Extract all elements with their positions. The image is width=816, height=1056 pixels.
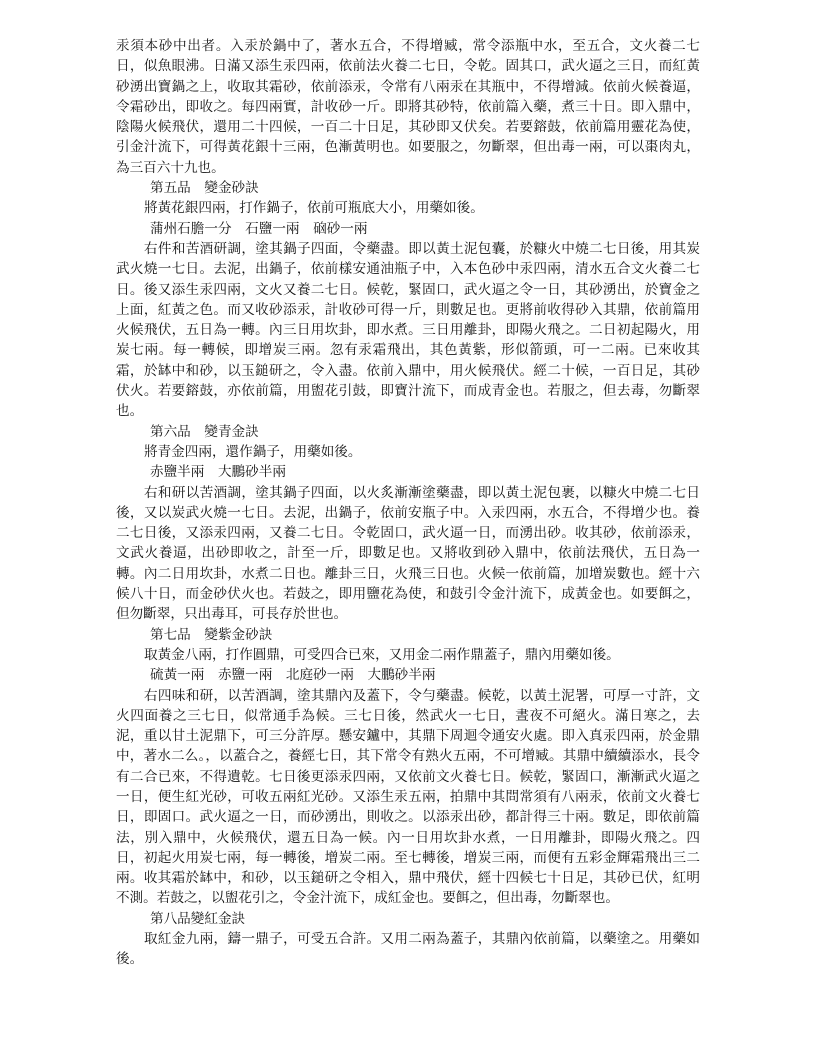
paragraph-6-instruction: 將青金四兩，還作鍋子，用藥如後。 [144, 443, 362, 460]
paragraph-5-method: 右件和苦酒研調，塗其鍋子四面，令藥盡。即以黃土泥包囊，於糠火中燒二七日後，用其炭武火燒一七日。去泥，出鍋子，依前樣安通油瓶子中，入本色砂中汞四兩，清水五合文火養二七日。後又添生汞四兩，文火又養二七日。候乾，緊固口，武火逼之令一日，其砂湧出，於寶金之上面，紅黃之色。而又收砂添汞，計收砂可得一斤，則數足也。更將前收得砂入其鼎，依前篇用火候飛伏，五日為一轉。內三日用坎卦，即水煮。三日用離卦，即陽火飛之。二日初起陽火，用炭七兩。每一轉候，即增炭三兩。忽有汞霜飛出，其色黃紫，形似箭頭，可一二兩。已來收其霜，於缽中和砂，以玉鎚研之，令入盡。依前入鼎中，用火候飛伏。經二十候，一百日足，其砂伏火。若要鎔鼓，亦依前篇，用盥花引鼓，即寶汁流下，而成青金也。若服之，但去毒，勿斷翠也。 [116, 240, 700, 420]
paragraph-8-instruction: 取紅金九兩，鑄一鼎子，可受五合許。又用二兩為蓋子，其鼎內依前篇，以藥塗之。用藥如後。 [116, 931, 700, 968]
section-heading-5: 第五品 變金砂訣 [150, 180, 259, 197]
paragraph-7-instruction: 取黃金八兩，打作圓鼎，可受四合已來，又用金二兩作鼎蓋子，鼎內用藥如後。 [144, 646, 620, 663]
ingredients-7: 硫黃一兩 赤鹽一兩 北庭砂一兩 大鵬砂半兩 [150, 667, 436, 684]
ingredients-5: 蒲州石膽一分 石鹽一兩 硇砂一兩 [150, 220, 368, 237]
document-page [116, 36, 700, 970]
paragraph-5-instruction: 將黃花銀四兩，打作鍋子，依前可瓶底大小，用藥如後。 [144, 200, 484, 217]
paragraph-6-method: 右和研以苦酒調，塗其鍋子四面，以火炙漸漸塗藥盡，即以黃土泥包裹，以糠火中燒二七日後，又以炭武火燒一七日。去泥，出鍋子，依前安瓶子中。入汞四兩，水五合，不得增少也。養二七日後，又添汞四兩，又養二七日。令乾固口，武火逼一日，而湧出砂。收其砂，依前添汞，文武火養逼，出砂即收之，計至一斤，即數足也。又將收到砂入鼎中，依前法飛伏，五日為一轉。內二日用坎卦，水煮二日也。離卦三日，火飛三日也。火候一依前篇，加增炭數也。經十六候八十日，而金砂伏火也。若鼓之，即用鹽花為使，和鼓引令金汁流下，成黃金也。如要餌之，但勿斷翠，只出毒耳，可長存於世也。 [116, 484, 700, 623]
section-heading-6: 第六品 變青金訣 [150, 423, 259, 440]
section-heading-8: 第八品變紅金訣 [150, 910, 246, 927]
paragraph-intro: 汞須本砂中出者。入汞於鍋中了，著水五合，不得增臧，常令添瓶中水，至五合，文火養二七日，似魚眼沸。日滿又添生汞四兩，依前法火養二七日，令乾。固其口，武火逼之三日，而紅黃砂湧出寶鍋之上，收取其霜砂，依前添汞，令常有八兩汞在其瓶中，不得增減。依前火候養逼，令霜砂出，即收之。每四兩實，計收砂一斤。即將其砂特，依前篇入藥，煮三十日。即入鼎中，陰陽火候飛伏，還用二十四候，一百二十日足，其砂即又伏矣。若要鎔鼓，依前篇用靈花為使，引金汁流下，可得黃花銀十三兩，色漸黃明也。如要服之，勿斷翠，但出毒一兩，可以棗肉丸，為三百六十九也。 [116, 38, 700, 176]
paragraph-7-method: 右四味和研，以苦酒調，塗其鼎內及蓋下，令勻藥盡。候乾，以黃土泥署，可厚一寸許，文火四面養之三七日，似常通手為候。三七日後，然武火一七日，晝夜不可絕火。滿日寒之，去泥，重以甘土泥鼎下，可三分許厚。懸安鑪中，其鼎下周迴令通安火處。即入真汞四兩，於金鼎中，著水二么。，以蓋合之，養經七日，其下常令有熟火五兩，不可增臧。其鼎中續續添水，長令有二合已來，不得遺乾。七日後更添汞四兩，又依前文火養七日。候乾，緊固口，漸漸武火逼之一日，便生紅光砂，可收五兩紅光砂。又添生汞五兩，拍鼎中其問常須有八兩汞，依前文火養七日，即固口。武火逼之一日，而砂湧出，則收之。以添汞出砂，都計得三十兩。數足，即依前篇法，別入鼎中，火候飛伏，還五日為一候。內一日用坎卦水煮，一日用離卦，即陽火飛之。四日，初起火用炭七兩，每一轉後，增炭二兩。至七轉後，增炭三兩，而便有五彩金輝霜飛出三二兩。收其霜於缽中，和砂，以玉鎚研之令相入，鼎中飛伏，經十四候七十日足，其砂已伏，紅明不測。若鼓之，以盥花引之，令金汁流下，成紅金也。要餌之，但出毒，勿斷翠也。 [116, 687, 700, 907]
ingredients-6: 赤鹽半兩 大鵬砂半兩 [150, 464, 286, 481]
section-heading-7: 第七品 變紫金砂訣 [150, 626, 273, 643]
